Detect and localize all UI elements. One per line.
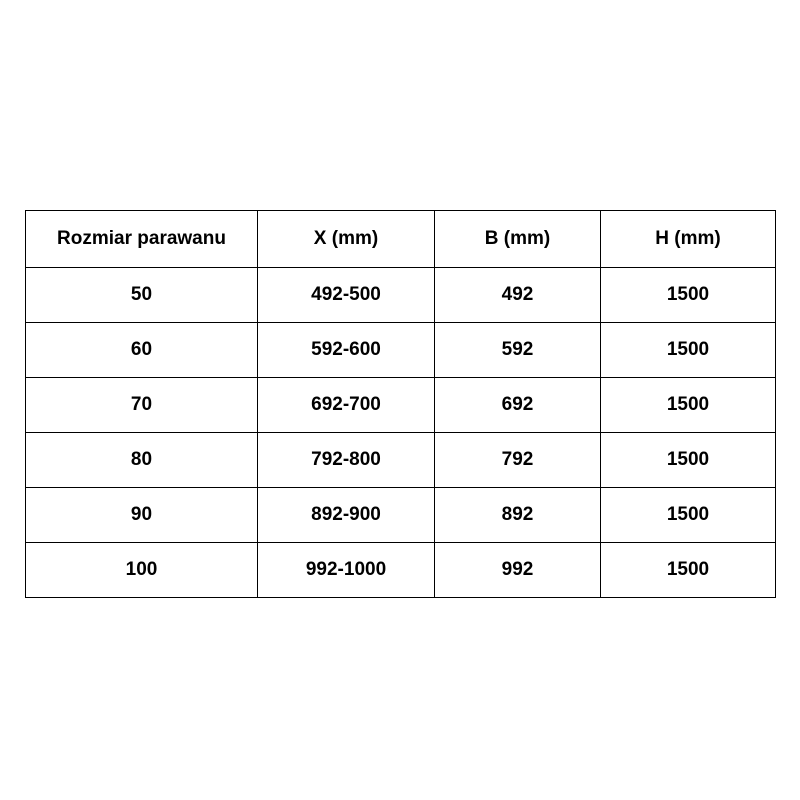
cell-size: 50 — [26, 268, 258, 323]
cell-h: 1500 — [601, 543, 776, 598]
cell-b: 992 — [435, 543, 601, 598]
cell-h: 1500 — [601, 323, 776, 378]
cell-x: 692-700 — [258, 378, 435, 433]
table-row — [26, 543, 776, 598]
size-table — [25, 210, 776, 598]
table-row — [26, 488, 776, 543]
cell-h: 1500 — [601, 378, 776, 433]
cell-b: 792 — [435, 433, 601, 488]
cell-x: 792-800 — [258, 433, 435, 488]
cell-size: 90 — [26, 488, 258, 543]
table-body — [26, 268, 776, 598]
column-header-h: H (mm) — [601, 211, 776, 268]
cell-size: 80 — [26, 433, 258, 488]
cell-x: 992-1000 — [258, 543, 435, 598]
table-row — [26, 323, 776, 378]
cell-h: 1500 — [601, 488, 776, 543]
table-row — [26, 433, 776, 488]
cell-x: 492-500 — [258, 268, 435, 323]
cell-size: 100 — [26, 543, 258, 598]
column-header-b: B (mm) — [435, 211, 601, 268]
column-header-size: Rozmiar parawanu — [26, 211, 258, 268]
cell-h: 1500 — [601, 268, 776, 323]
table-row — [26, 268, 776, 323]
cell-b: 692 — [435, 378, 601, 433]
cell-size: 70 — [26, 378, 258, 433]
table-row — [26, 378, 776, 433]
cell-x: 892-900 — [258, 488, 435, 543]
cell-h: 1500 — [601, 433, 776, 488]
column-header-x: X (mm) — [258, 211, 435, 268]
cell-size: 60 — [26, 323, 258, 378]
table-header — [26, 211, 776, 268]
table-header-row — [26, 211, 776, 268]
cell-b: 492 — [435, 268, 601, 323]
cell-b: 892 — [435, 488, 601, 543]
size-table-container — [25, 210, 775, 598]
cell-b: 592 — [435, 323, 601, 378]
cell-x: 592-600 — [258, 323, 435, 378]
